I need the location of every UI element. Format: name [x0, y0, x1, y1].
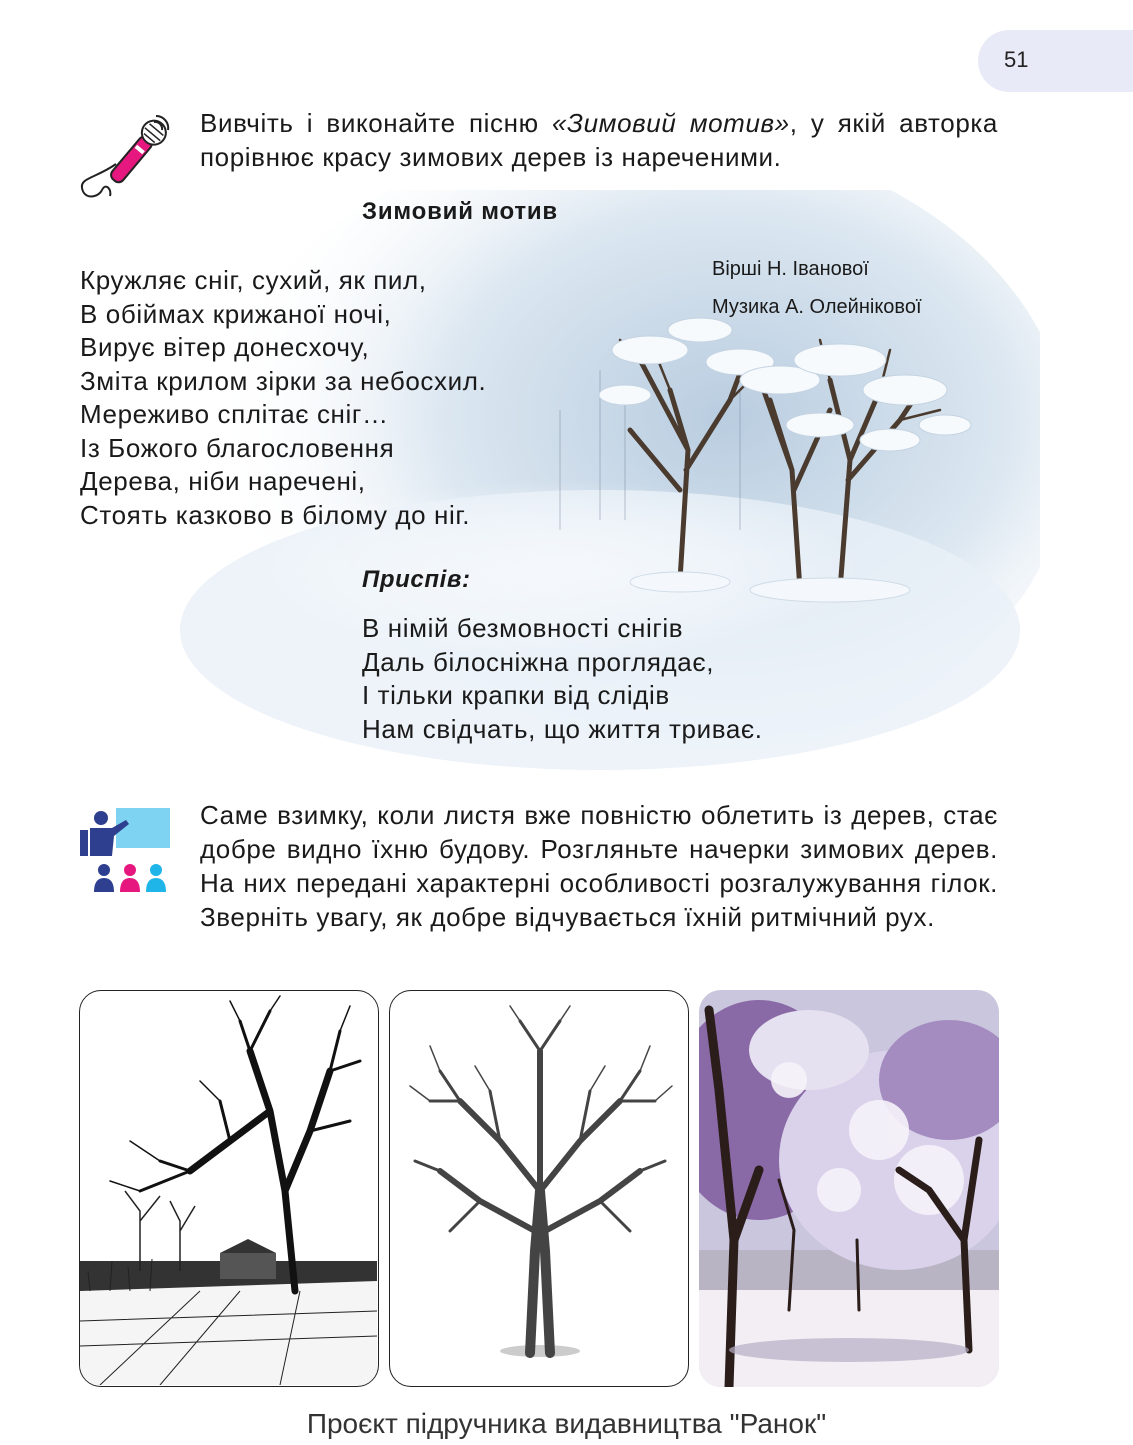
- lyrics-credit: Вірші Н. Іванової: [712, 258, 869, 280]
- footer-text: Проєкт підручника видавництва "Ранок": [306, 1408, 827, 1439]
- chorus-label: Приспів:: [362, 566, 471, 593]
- verse-line: Кружляє сніг, сухий, як пил,: [80, 265, 427, 295]
- song-verse: [80, 264, 486, 532]
- verse-line: Із Божого благословення: [80, 432, 395, 463]
- task-paragraph: Саме взимку, коли листя вже повністю облетить із дерев, стає добре видно їхню будову. Розгляньте начерки зимових дерев. На них передані характерні особливості розгалужування гілок. Зверніть увагу, як добре відчувається їхній ритмічний рух.: [200, 800, 998, 932]
- chorus-line: В німій безмовності снігів: [362, 613, 684, 643]
- song-credits: [712, 250, 922, 326]
- tree-sketch-landscape: [79, 990, 379, 1387]
- verse-line: Дерева, ніби наречені,: [80, 466, 366, 496]
- song-reference: «Зимовий мотив»: [551, 108, 790, 138]
- song-chorus: [362, 612, 763, 746]
- verse-line: Вирує вітер донесхочу,: [80, 332, 370, 362]
- chorus-line: І тільки крапки від слідів: [362, 680, 670, 710]
- verse-line: Зміта крилом зірки за небосхил.: [80, 365, 487, 396]
- page-number: 51: [1004, 47, 1029, 72]
- page-number-tab: [978, 30, 1133, 92]
- verse-line: Стоять казково в білому до ніг.: [80, 499, 471, 530]
- intro-paragraph: [200, 106, 998, 174]
- intro-text-after: , у якій авторка порівнює красу зимових дерев із нареченими.: [200, 108, 998, 172]
- music-credit: Музика А. Олейнікової: [712, 296, 922, 318]
- verse-line: В обіймах крижаної ночі,: [80, 298, 392, 329]
- song-title: Зимовий мотив: [362, 198, 558, 225]
- intro-text-before: Вивчіть і виконайте пісню: [200, 108, 552, 138]
- chorus-line: Даль білосніжна проглядає,: [362, 646, 715, 677]
- teacher-class-icon: [76, 806, 176, 898]
- chorus-line: Нам свідчать, що життя триває.: [362, 713, 763, 744]
- winter-trees-painting: [699, 990, 999, 1387]
- verse-line: Мереживо сплітає сніг…: [80, 399, 389, 429]
- tree-sketch: [389, 990, 689, 1387]
